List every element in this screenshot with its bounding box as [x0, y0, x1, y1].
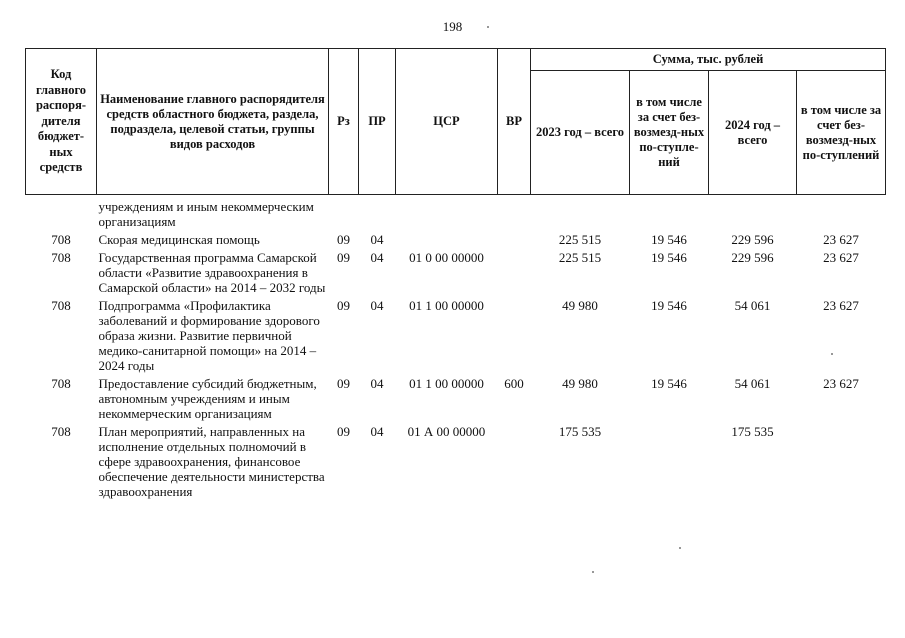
table-row: [26, 297, 886, 375]
cell-csr: 01 1 00 00000: [409, 298, 484, 313]
cell-2024-total: 229 596: [731, 250, 774, 265]
cell-vr: [498, 297, 531, 375]
header-csr: ЦСР: [396, 49, 498, 195]
table-row: [26, 231, 886, 249]
budget-table: [25, 48, 886, 501]
cell-2023-total: 49 980: [562, 376, 598, 391]
header-rz: Рз: [329, 49, 359, 195]
header-sum: Сумма, тыс. рублей: [531, 49, 886, 71]
header-2024-total: 2024 год – всего: [709, 71, 797, 195]
cell-2024-free: [797, 195, 886, 232]
cell-2024-free: 23 627: [823, 298, 859, 313]
cell-pr: [359, 195, 396, 232]
cell-code: 708: [51, 424, 71, 439]
cell-csr: [396, 195, 498, 232]
cell-pr: 04: [370, 298, 384, 313]
cell-pr: 04: [370, 376, 384, 391]
scan-speck: [487, 26, 489, 28]
cell-rz: 09: [337, 250, 350, 265]
cell-rz: 09: [337, 298, 350, 313]
cell-2023-free: 19 546: [651, 250, 687, 265]
cell-2023-free: 19 546: [651, 298, 687, 313]
page-number: 198: [442, 19, 463, 34]
cell-pr: 04: [370, 232, 384, 247]
cell-pr: 04: [370, 250, 384, 265]
cell-rz: [329, 195, 359, 232]
scan-speck: [592, 571, 594, 573]
cell-2024-total: 54 061: [734, 298, 771, 313]
cell-2023-free: [630, 423, 709, 501]
cell-2024-free: 23 627: [823, 376, 859, 391]
cell-name: План мероприятий, направленных на исполнение отдельных полномочий в сфере здравоохранения, финансовое обеспечение деятельности министерства здравоохранения: [98, 424, 325, 499]
table-row: [26, 195, 886, 232]
cell-2023-free: 19 546: [651, 232, 687, 247]
cell-name: Предоставление субсидий бюджетным, автономным учреждениям и иным некоммерческим организациям: [98, 376, 317, 421]
cell-2024-total: 175 535: [731, 424, 774, 439]
scan-speck: [831, 353, 833, 355]
cell-2023-free: [630, 195, 709, 232]
cell-2024-free: 23 627: [823, 232, 859, 247]
cell-2024-total: 54 061: [734, 376, 771, 391]
header-2024-free: в том числе за счет без-возмезд-ных по-ступлений: [797, 71, 886, 195]
cell-2024-free: 23 627: [823, 250, 859, 265]
cell-2023-total: 175 535: [558, 424, 602, 439]
header-code: Код главного распоря-дителя бюджет-ных средств: [26, 49, 97, 195]
cell-vr: [498, 423, 531, 501]
cell-name: Государственная программа Самарской области «Развитие здравоохранения в Самарской области» на 2014 – 2032 годы: [98, 250, 326, 295]
cell-rz: 09: [337, 424, 350, 439]
cell-rz: 09: [337, 376, 350, 391]
cell-vr: 600: [504, 376, 524, 391]
cell-vr: [498, 249, 531, 297]
cell-name: Подпрограмма «Профилактика заболеваний и формирование здорового образа жизни. Развитие первичной медико-санитарной помощи» на 2014 – 2024 годы: [98, 298, 320, 373]
cell-2024-total: 229 596: [731, 232, 774, 247]
table-row: [26, 249, 886, 297]
cell-vr: [498, 195, 531, 232]
table-row: [26, 423, 886, 501]
cell-2023-total: 49 980: [562, 298, 598, 313]
cell-csr: 01 А 00 00000: [407, 424, 486, 439]
cell-code: 708: [51, 250, 71, 265]
table-body: [26, 195, 886, 502]
cell-code: 708: [51, 232, 71, 247]
cell-2024-free: [797, 423, 886, 501]
cell-code: 708: [51, 298, 71, 313]
cell-2023-free: 19 546: [651, 376, 687, 391]
cell-2023-total: 225 515: [558, 250, 602, 265]
cell-csr: 01 0 00 00000: [409, 250, 484, 265]
cell-csr: [396, 231, 498, 249]
header-2023-free: в том числе за счет без-возмезд-ных по-ступле-ний: [630, 71, 709, 195]
cell-vr: [498, 231, 531, 249]
table-header: [26, 49, 886, 195]
header-pr: ПР: [359, 49, 396, 195]
cell-2023-total: 225 515: [558, 232, 602, 247]
header-name: Наименование главного распорядителя средств областного бюджета, раздела, подраздела, целевой статьи, группы видов расходов: [97, 49, 329, 195]
cell-pr: 04: [370, 424, 384, 439]
scan-speck: [679, 547, 681, 549]
cell-2024-total: [709, 195, 797, 232]
cell-rz: 09: [337, 232, 350, 247]
cell-name: учреждениям и иным некоммерческим организациям: [98, 199, 314, 229]
header-2023-total: 2023 год – всего: [531, 71, 630, 195]
cell-2023-total: [531, 195, 630, 232]
cell-code: [26, 195, 97, 232]
header-vr: ВР: [498, 49, 531, 195]
table-row: [26, 375, 886, 423]
cell-code: 708: [51, 376, 71, 391]
cell-name: Скорая медицинская помощь: [98, 232, 260, 247]
cell-csr: 01 1 00 00000: [409, 376, 484, 391]
